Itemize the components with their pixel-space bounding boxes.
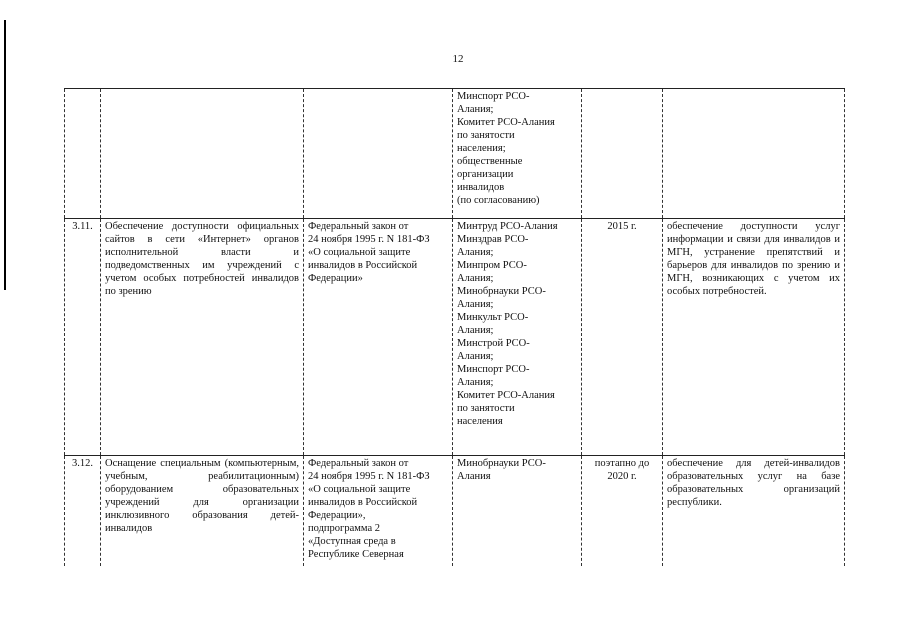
executors-line: населения; — [457, 143, 506, 154]
term — [582, 89, 663, 219]
executors-line: Алания; — [457, 299, 494, 310]
legal-basis — [304, 89, 453, 219]
executors-line: Алания; — [457, 273, 494, 284]
executors-line: Минстрой РСО- — [457, 338, 530, 349]
measure-title: Обеспечение доступности официальных сайтов в сети «Интернет» органов исполнительной власти и подведомственных им учреждений с учетом особых потребностей инвалидов по зрению — [101, 219, 304, 456]
expected-result — [663, 89, 845, 219]
legal-basis-line: подпрограмма 2 — [308, 523, 380, 534]
legal-basis-line: Федерации», — [308, 510, 366, 521]
executors-line: Комитет РСО-Алания — [457, 117, 555, 128]
legal-basis-line: Федеральный закон от — [308, 458, 409, 469]
executors-line: общественные — [457, 156, 523, 167]
legal-basis-line: «О социальной защите — [308, 484, 411, 495]
executors-line: Алания — [457, 471, 491, 482]
executors-line: (по согласованию) — [457, 195, 540, 206]
executors-line: Алания; — [457, 247, 494, 258]
executors-line: Минспорт РСО- — [457, 91, 530, 102]
executors-line: Комитет РСО-Алания — [457, 390, 555, 401]
executors-line: Минпром РСО- — [457, 260, 527, 271]
executors-line: Алания; — [457, 351, 494, 362]
legal-basis-line: Федерации» — [308, 273, 363, 284]
binding-mark — [4, 20, 6, 290]
executors — [453, 456, 582, 567]
executors-line: Минспорт РСО- — [457, 364, 530, 375]
term: 2015 г. — [582, 219, 663, 456]
expected-result: обеспечение для детей-инвалидов образовательных услуг на базе образовательных организаций республики. — [663, 456, 845, 567]
executors-line: по занятости — [457, 403, 515, 414]
measure-title — [101, 89, 304, 219]
measure-number: 3.11. — [65, 219, 101, 456]
expected-result: обеспечение доступности услуг информации и связи для инвалидов и МГН, устранение препятствий и барьеров для инвалидов по зрению и МГН, возникающих с учетом их особых потребностей. — [663, 219, 845, 456]
table-row — [65, 456, 845, 567]
executors-line: Минкульт РСО- — [457, 312, 529, 323]
executors-line: населения — [457, 416, 503, 427]
legal-basis-line: Республике Северная — [308, 549, 404, 560]
legal-basis-line: 24 ноября 1995 г. N 181-ФЗ — [308, 234, 430, 245]
executors — [453, 89, 582, 219]
executors-line: Алания; — [457, 377, 494, 388]
measure-number: 3.12. — [65, 456, 101, 567]
legal-basis-line: инвалидов в Российской — [308, 260, 418, 271]
executors-line: Минздрав РСО- — [457, 234, 529, 245]
legal-basis — [304, 456, 453, 567]
measures-table — [64, 88, 845, 566]
legal-basis-line: инвалидов в Российской — [308, 497, 418, 508]
legal-basis-line: Федеральный закон от — [308, 221, 409, 232]
executors-line: Алания; — [457, 325, 494, 336]
legal-basis — [304, 219, 453, 456]
measure-title: Оснащение специальным (компьютерным, учебным, реабилитационным) оборудованием образовательных учреждений для организации инклюзивного образования детей-инвалидов — [101, 456, 304, 567]
executors-line: Минобрнауки РСО- — [457, 286, 546, 297]
legal-basis-line: «Доступная среда в — [308, 536, 396, 547]
executors-line: Алания; — [457, 104, 494, 115]
executors-line: по занятости — [457, 130, 515, 141]
legal-basis-line: 24 ноября 1995 г. N 181-ФЗ — [308, 471, 430, 482]
page-number: 12 — [452, 53, 464, 65]
executors-line: Минобрнауки РСО- — [457, 458, 546, 469]
executors-line: Минтруд РСО-Алания — [457, 221, 558, 232]
executors-line: организации — [457, 169, 514, 180]
legal-basis-line: «О социальной защите — [308, 247, 411, 258]
executors-line: инвалидов — [457, 182, 505, 193]
executors — [453, 219, 582, 456]
measure-number — [65, 89, 101, 219]
table-row — [65, 89, 845, 219]
table-row — [65, 219, 845, 456]
term: поэтапно до 2020 г. — [582, 456, 663, 567]
